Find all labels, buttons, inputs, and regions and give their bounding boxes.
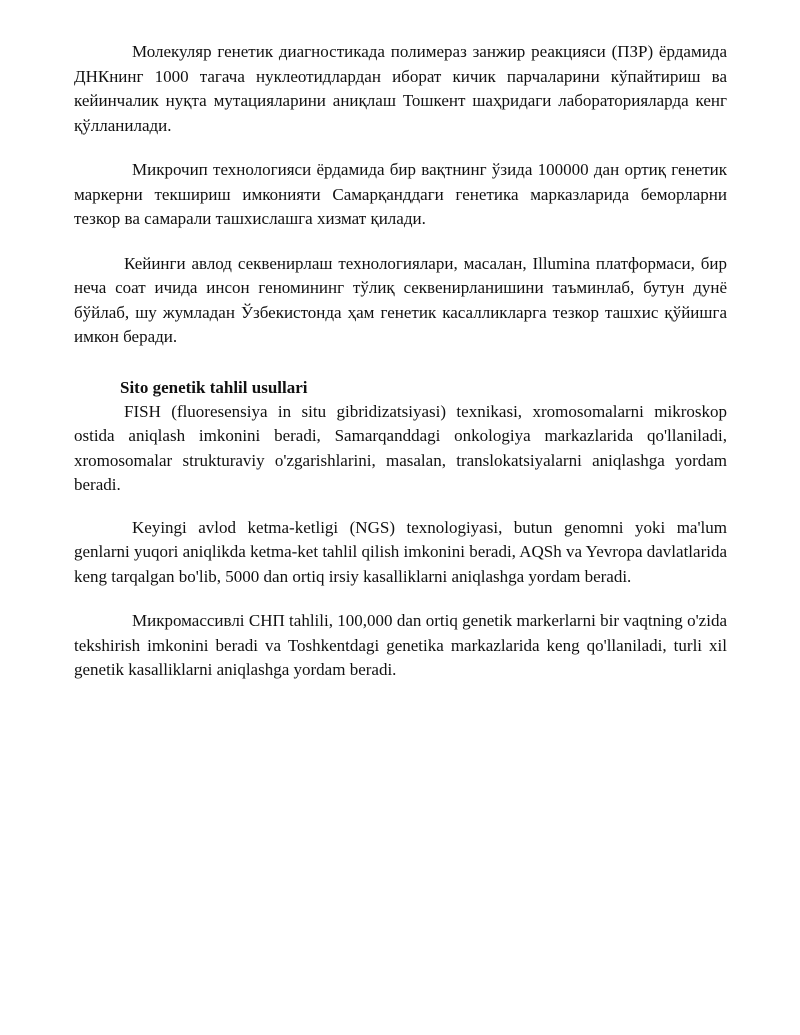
paragraph-snp: Микромассивлі СНП tahlili, 100,000 dan ortiq genetik markerlarni bir vaqtning o'zida tekshirish imkonini beradi va Toshkentdagi genetika markazlarida keng qo'llaniladi, turli xil genetik kasalliklarni aniqlashga yordam beradi. [74, 611, 727, 679]
paragraph-microchip: Микрочип технологияси ёрдамида бир вақтнинг ўзида 100000 дан ортиқ генетик маркерни текшириш имконияти Самарқанддаги генетика марказларида беморларни тезкор ва самарали ташхислашга хизмат қилади. [74, 160, 727, 228]
paragraph-sequencing: Кейинги авлод секвенирлаш технологиялари, масалан, Illumina платформаси, бир неча соат ичида инсон геномининг тўлиқ секвенирланишини таъминлаб, бутун дунё бўйлаб, шу жумладан Ўзбекистонда ҳам генетик касалликларга тезкор ташхис қўйишга имкон беради. [74, 253, 727, 346]
section-heading: Sito genetik tahlil usullari [120, 377, 308, 397]
paragraph-ngs: Keyingi avlod ketma-ketligi (NGS) texnologiyasi, butun genomni yoki ma'lum genlarni yuqori aniqlikda ketma-ket tahlil qilish imkonini beradi, AQSh va Yevropa davlatlarida keng tarqalgan bo'lib, 5000 dan ortiq irsiy kasalliklarni aniqlashga yordam beradi. [74, 517, 727, 586]
paragraph-fish: FISH (fluoresensiya in situ gibridizatsiyasi) texnikasi, xromosomalarni mikroskop ostida aniqlash imkonini beradi, Samarqanddagi onkologiya markazlarida qo'llaniladi, xromosomalar strukturaviy o'zgarishlarini, masalan, translokatsiyalarni aniqlashga yordam beradi. [74, 401, 727, 494]
paragraph-pcr: Молекуляр генетик диагностикада полимераз занжир реакцияси (ПЗР) ёрдамида ДНКнинг 1000 тагача нуклеотидлардан иборат кичик парчаларини кўпайтириш ва кейинчалик нуқта мутацияларини аниқлаш Тошкент шаҳридаги лабораторияларда кенг қўлланилади. [74, 42, 727, 135]
document-page [74, 40, 727, 683]
